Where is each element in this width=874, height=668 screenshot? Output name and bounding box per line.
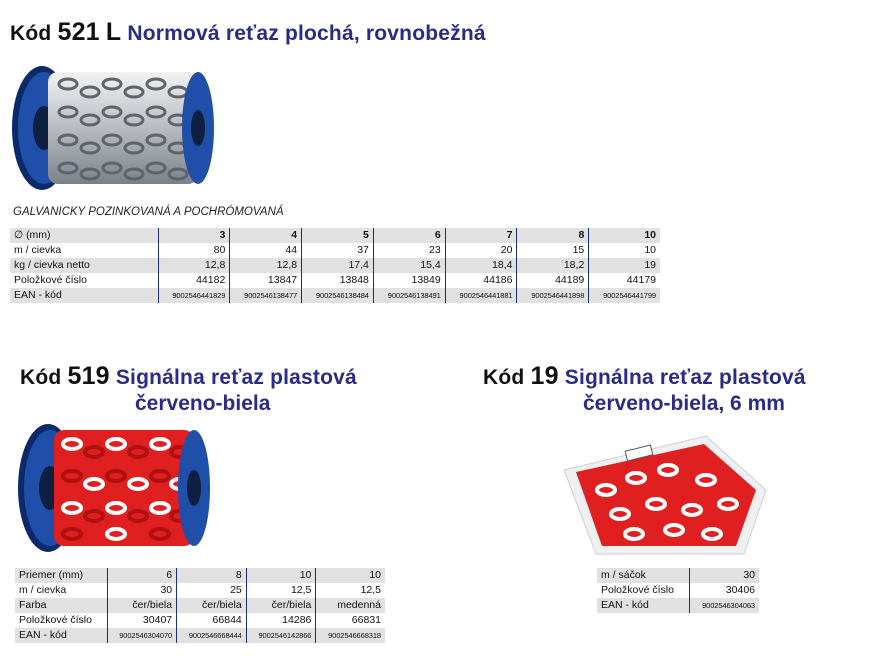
row-label: Položkové číslo bbox=[597, 583, 689, 598]
cell: 37 bbox=[302, 243, 374, 258]
cell: 9002546142866 bbox=[246, 628, 316, 643]
cell: 9002546441881 bbox=[445, 288, 517, 303]
table-row bbox=[10, 258, 660, 273]
cell: 9002546138477 bbox=[230, 288, 302, 303]
cell: 19 bbox=[589, 258, 660, 273]
cell: 44 bbox=[230, 243, 302, 258]
cell: 7 bbox=[445, 228, 517, 243]
cell: 30407 bbox=[107, 613, 177, 628]
cell: 18,4 bbox=[445, 258, 517, 273]
table-row bbox=[10, 288, 660, 303]
cell: čer/biela bbox=[246, 598, 316, 613]
cell: 13847 bbox=[230, 273, 302, 288]
product-name-line2: červeno-biela, 6 mm bbox=[583, 392, 785, 415]
cell: 3 bbox=[158, 228, 230, 243]
cell: medenná bbox=[316, 598, 385, 613]
spec-table-519 bbox=[15, 568, 385, 643]
cell: 9002546304070 bbox=[107, 628, 177, 643]
heading-19 bbox=[483, 362, 806, 391]
cell: 9002546441898 bbox=[517, 288, 589, 303]
product-name-line1: Signálna reťaz plastová bbox=[115, 366, 357, 389]
row-label: Priemer (mm) bbox=[15, 568, 107, 583]
cell: 66844 bbox=[177, 613, 247, 628]
table-row bbox=[597, 568, 759, 583]
cell: 14286 bbox=[246, 613, 316, 628]
cell: 30 bbox=[689, 568, 759, 583]
table-row bbox=[15, 583, 385, 598]
cell: 10 bbox=[589, 228, 660, 243]
cell: 9002546138491 bbox=[373, 288, 445, 303]
code-number: 521 bbox=[57, 18, 100, 46]
product-name-line2: červeno-biela bbox=[135, 392, 271, 415]
row-label: EAN - kód bbox=[597, 598, 689, 613]
row-label: ∅ (mm) bbox=[10, 228, 158, 243]
cell: 66831 bbox=[316, 613, 385, 628]
cell: 80 bbox=[158, 243, 230, 258]
cell: 9002546668444 bbox=[177, 628, 247, 643]
cell: 44189 bbox=[517, 273, 589, 288]
chain-bag-image bbox=[556, 430, 770, 560]
cell: 44179 bbox=[589, 273, 660, 288]
row-label: Farba bbox=[15, 598, 107, 613]
product-name-line1: Signálna reťaz plastová bbox=[564, 366, 806, 389]
finish-text: GALVANICKY POZINKOVANÁ A POCHRÓMOVANÁ bbox=[13, 206, 284, 218]
product-name: Normová reťaz plochá, rovnobežná bbox=[127, 22, 486, 45]
cell: 5 bbox=[302, 228, 374, 243]
cell: 10 bbox=[589, 243, 660, 258]
row-label: EAN - kód bbox=[10, 288, 158, 303]
cell: 44182 bbox=[158, 273, 230, 288]
cell: 30 bbox=[107, 583, 177, 598]
row-label: kg / cievka netto bbox=[10, 258, 158, 273]
cell: 9002546304063 bbox=[689, 598, 759, 613]
cell: 13849 bbox=[373, 273, 445, 288]
row-label: Položkové číslo bbox=[10, 273, 158, 288]
cell: 9002546138484 bbox=[302, 288, 374, 303]
cell: 13848 bbox=[302, 273, 374, 288]
spec-table-521 bbox=[10, 228, 660, 303]
cell: 18,2 bbox=[517, 258, 589, 273]
cell: čer/biela bbox=[107, 598, 177, 613]
cell: 17,4 bbox=[302, 258, 374, 273]
cell: 12,8 bbox=[230, 258, 302, 273]
cell: 8 bbox=[517, 228, 589, 243]
row-label: m / sáčok bbox=[597, 568, 689, 583]
kod-label: Kód bbox=[20, 366, 62, 389]
cell: 30406 bbox=[689, 583, 759, 598]
cell: 9002546441829 bbox=[158, 288, 230, 303]
cell: 15 bbox=[517, 243, 589, 258]
row-label: EAN - kód bbox=[15, 628, 107, 643]
table-row bbox=[597, 583, 759, 598]
table-row bbox=[10, 243, 660, 258]
cell: 12,8 bbox=[158, 258, 230, 273]
code-suffix: L bbox=[105, 18, 122, 46]
cell: 20 bbox=[445, 243, 517, 258]
cell: 4 bbox=[230, 228, 302, 243]
cell: 6 bbox=[107, 568, 177, 583]
cell: 8 bbox=[177, 568, 247, 583]
table-row bbox=[10, 228, 660, 243]
cell: 23 bbox=[373, 243, 445, 258]
cell: 25 bbox=[177, 583, 247, 598]
cell: 44186 bbox=[445, 273, 517, 288]
cell: 12,5 bbox=[246, 583, 316, 598]
cell: 15,4 bbox=[373, 258, 445, 273]
row-label: Položkové číslo bbox=[15, 613, 107, 628]
cell: čer/biela bbox=[177, 598, 247, 613]
cell: 9002546441799 bbox=[589, 288, 660, 303]
row-label: m / cievka bbox=[10, 243, 158, 258]
kod-label: Kód bbox=[483, 366, 525, 389]
table-row bbox=[15, 613, 385, 628]
chain-reel-metal-image bbox=[8, 62, 220, 194]
kod-label: Kód bbox=[10, 22, 52, 45]
cell: 10 bbox=[316, 568, 385, 583]
heading-521 bbox=[10, 18, 486, 47]
table-row bbox=[15, 568, 385, 583]
code-number: 19 bbox=[530, 362, 559, 390]
spec-table-19 bbox=[597, 568, 759, 613]
cell: 12,5 bbox=[316, 583, 385, 598]
code-number: 519 bbox=[67, 362, 110, 390]
chain-reel-plastic-image bbox=[14, 420, 214, 556]
table-row bbox=[15, 628, 385, 643]
table-row bbox=[15, 598, 385, 613]
cell: 10 bbox=[246, 568, 316, 583]
cell: 9002546668318 bbox=[316, 628, 385, 643]
heading-519 bbox=[20, 362, 357, 391]
table-row bbox=[597, 598, 759, 613]
table-row bbox=[10, 273, 660, 288]
cell: 6 bbox=[373, 228, 445, 243]
row-label: m / cievka bbox=[15, 583, 107, 598]
